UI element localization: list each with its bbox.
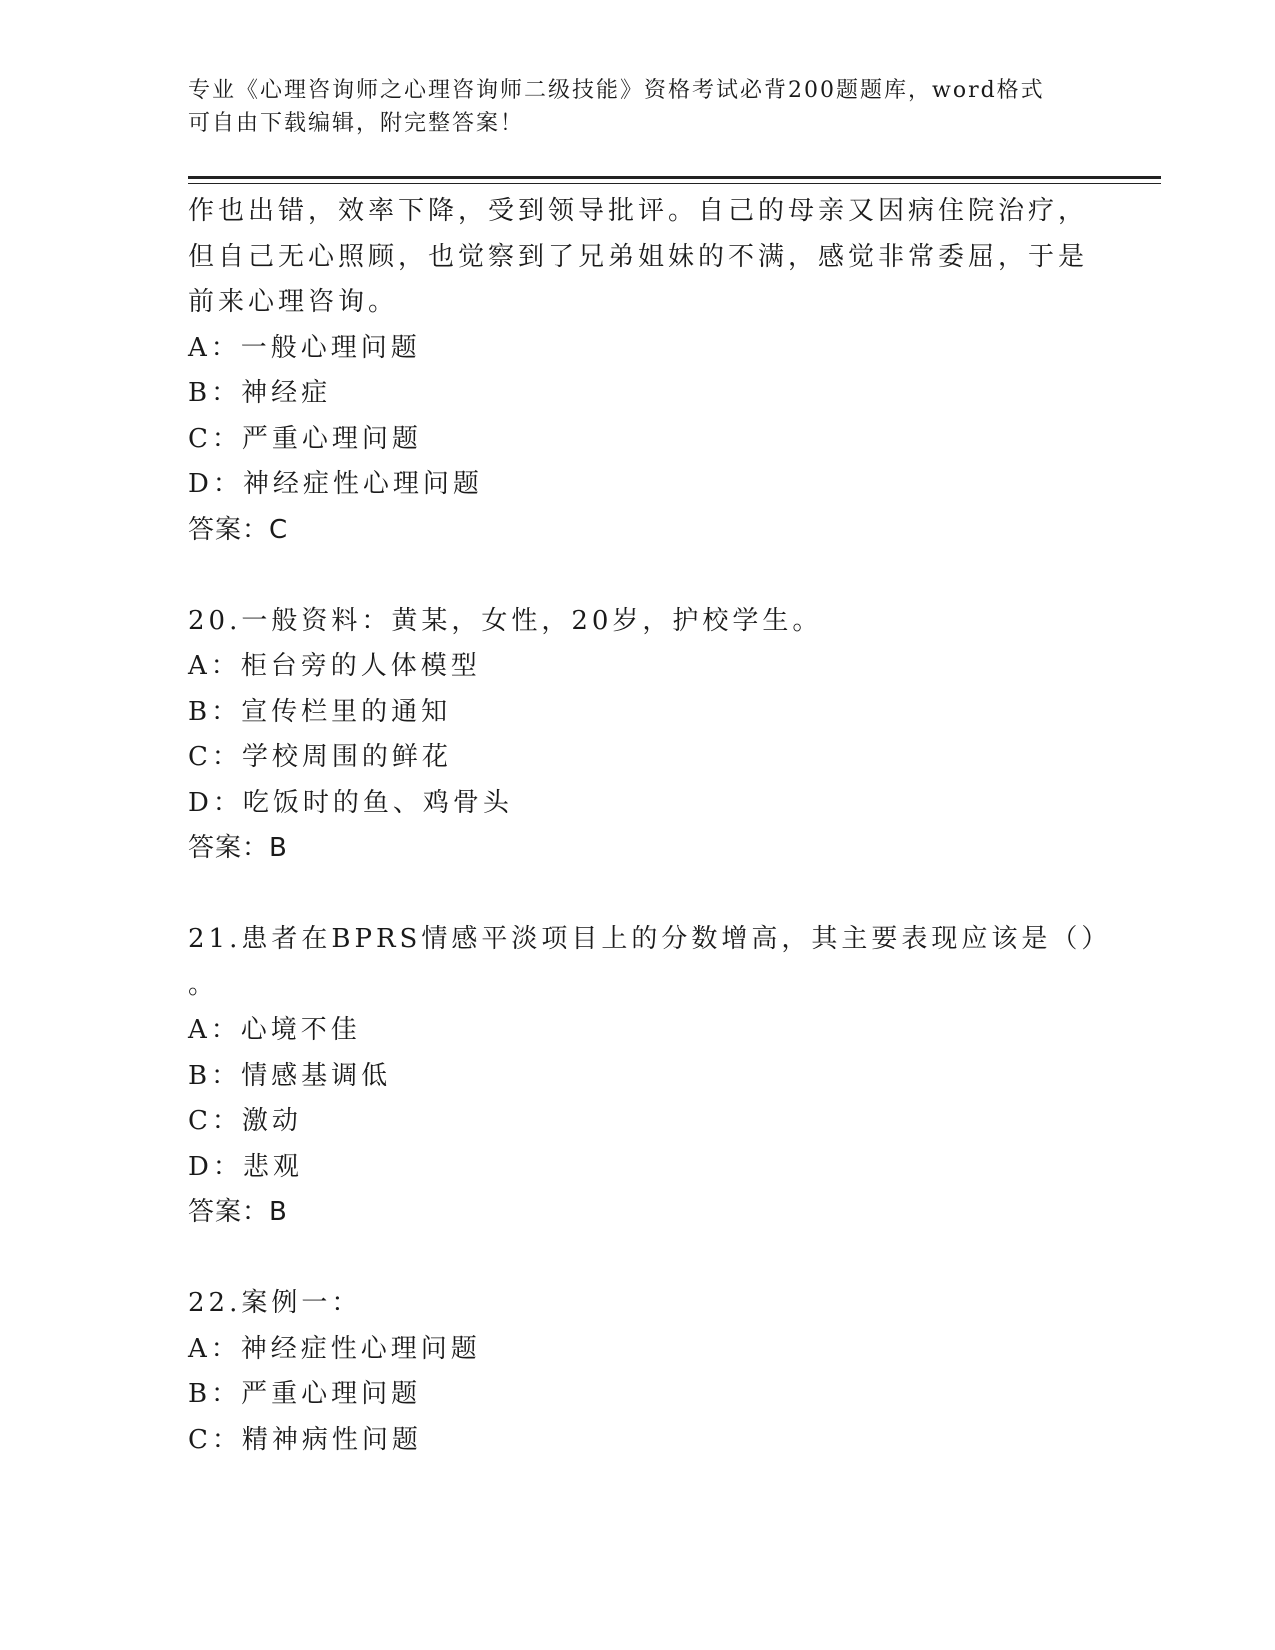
header-divider-thin: [188, 183, 1161, 184]
question-text-line: 前来心理咨询。: [188, 287, 399, 317]
question-text-line: 22.案例一：: [188, 1288, 362, 1318]
option-b: B：严重心理问题: [188, 1379, 422, 1409]
option-c: C：精神病性问题: [188, 1424, 422, 1455]
question-20: [188, 599, 1088, 872]
option-a: A：一般心理问题: [188, 332, 421, 363]
option-d: D：悲观: [188, 1151, 303, 1182]
document-header: [188, 74, 1088, 140]
question-21: [188, 917, 1112, 1236]
spacer: [188, 553, 1088, 599]
option-a: A：柜台旁的人体模型: [188, 651, 481, 681]
spacer: [188, 1236, 1088, 1282]
option-d: D：吃饭时的鱼、鸡骨头: [188, 787, 513, 818]
option-b: B：情感基调低: [188, 1060, 392, 1091]
option-d: D：神经症性心理问题: [188, 469, 483, 499]
header-divider-thick: [188, 176, 1161, 179]
header-title-line-1: 专业《心理咨询师之心理咨询师二级技能》资格考试必背200题题库，word格式: [188, 78, 1045, 103]
question-text-line: 但自己无心照顾，也觉察到了兄弟姐妹的不满，感觉非常委屈，于是: [188, 241, 1089, 272]
option-c: C：学校周围的鲜花: [188, 742, 452, 772]
option-b: B：宣传栏里的通知: [188, 696, 452, 727]
header-title-line-2: 可自由下载编辑，附完整答案！: [188, 111, 525, 136]
answer-label: 答案：B: [188, 833, 288, 863]
spacer: [188, 872, 1088, 918]
option-c: C：严重心理问题: [188, 423, 422, 454]
option-a: A：神经症性心理问题: [188, 1333, 481, 1364]
question-text-line: 。: [188, 969, 219, 1000]
question-text-line: 作也出错，效率下降，受到领导批评。自己的母亲又因病住院治疗，: [188, 196, 1089, 226]
question-22: [188, 1281, 1088, 1463]
question-19: [188, 189, 1088, 553]
question-text-line: 21.患者在BPRS情感平淡项目上的分数增高，其主要表现应该是（）: [188, 924, 1112, 954]
option-a: A：心境不佳: [188, 1015, 361, 1045]
question-list: [188, 189, 1112, 1463]
option-b: B：神经症: [188, 378, 332, 408]
answer-label: 答案：C: [188, 514, 289, 545]
question-text-line: 20.一般资料：黄某，女性，20岁，护校学生。: [188, 605, 823, 636]
answer-label: 答案：B: [188, 1197, 288, 1227]
option-c: C：激动: [188, 1106, 302, 1136]
